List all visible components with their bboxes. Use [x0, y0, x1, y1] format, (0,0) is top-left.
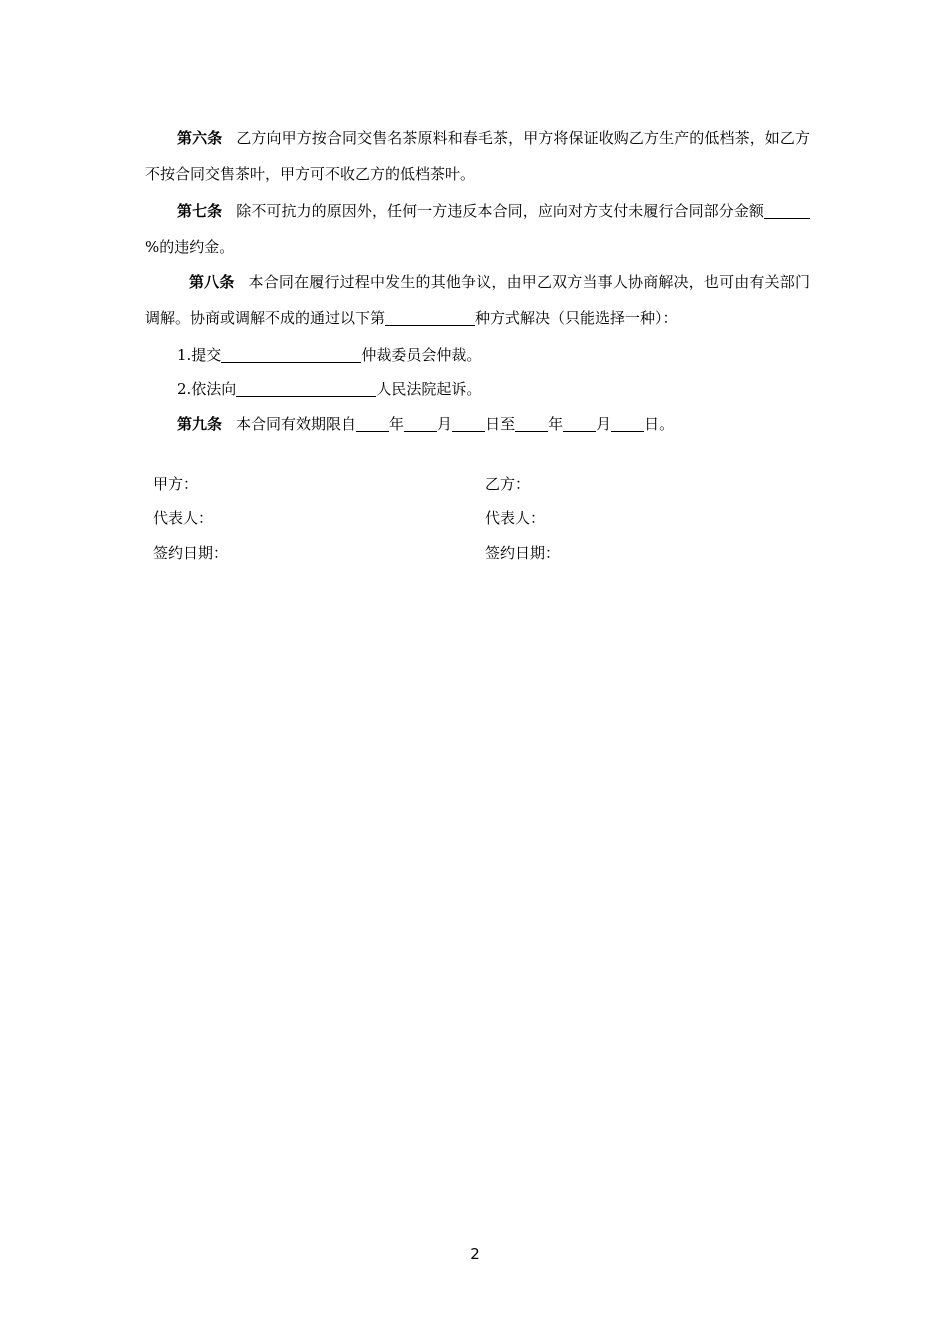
- article-8: [145, 264, 810, 336]
- month-label: 月: [437, 415, 453, 433]
- method-number-blank: [385, 307, 475, 326]
- court-name-blank: [236, 378, 376, 397]
- article-8-option-2: [177, 378, 481, 399]
- article-6-text: 乙方向甲方按合同交售名茶原料和春毛茶，甲方将保证收购乙方生产的低档茶，如乙方不按合同交售茶叶，甲方可不收乙方的低档茶叶。: [145, 129, 810, 183]
- option-2-text: 2.依法向: [177, 380, 237, 398]
- article-6: [145, 120, 810, 192]
- arbitration-commission-blank: [221, 344, 361, 363]
- month-label-2: 月: [596, 415, 612, 433]
- start-day-blank: [452, 413, 485, 432]
- end-day-blank: [611, 413, 644, 432]
- article-7-label: 第七条: [177, 202, 223, 220]
- representative-b-label: 代表人：: [485, 509, 546, 527]
- article-8-text-end: 种方式解决（只能选择一种）：: [475, 309, 678, 327]
- signing-date-b-label: 签约日期：: [485, 544, 561, 562]
- article-9-label: 第九条: [177, 415, 223, 433]
- option-1-text: 1.提交: [177, 346, 222, 364]
- penalty-percent-blank: [764, 200, 810, 219]
- day-to-label: 日至: [485, 415, 516, 433]
- page-number: 2: [470, 1245, 480, 1263]
- party-a-label: 甲方：: [153, 475, 199, 493]
- article-9-text: 本合同有效期限自: [236, 415, 357, 433]
- article-9: [177, 413, 674, 434]
- year-label: 年: [389, 415, 405, 433]
- signing-date-a-label: 签约日期：: [153, 544, 229, 562]
- option-1-text-end: 仲裁委员会仲裁。: [361, 346, 482, 364]
- article-6-label: 第六条: [177, 129, 223, 147]
- article-7-text-end: %的违约金。: [145, 238, 235, 256]
- year-label-2: 年: [548, 415, 564, 433]
- article-8-label: 第八条: [189, 273, 235, 291]
- article-7-text: 除不可抗力的原因外，任何一方违反本合同，应向对方支付未履行合同部分金额: [236, 202, 764, 220]
- end-month-blank: [563, 413, 596, 432]
- representative-a-label: 代表人：: [153, 509, 214, 527]
- end-year-blank: [515, 413, 548, 432]
- article-8-option-1: [177, 344, 481, 365]
- option-2-text-end: 人民法院起诉。: [376, 380, 482, 398]
- start-month-blank: [404, 413, 437, 432]
- article-8-text: 本合同在履行过程中发生的其他争议，由甲乙双方当事人协商解决，也可由有关部门调解。协商或调解不成的通过以下第: [145, 273, 810, 327]
- party-b-label: 乙方：: [485, 475, 531, 493]
- day-end-label: 日。: [644, 415, 675, 433]
- article-7: [145, 193, 810, 265]
- start-year-blank: [356, 413, 389, 432]
